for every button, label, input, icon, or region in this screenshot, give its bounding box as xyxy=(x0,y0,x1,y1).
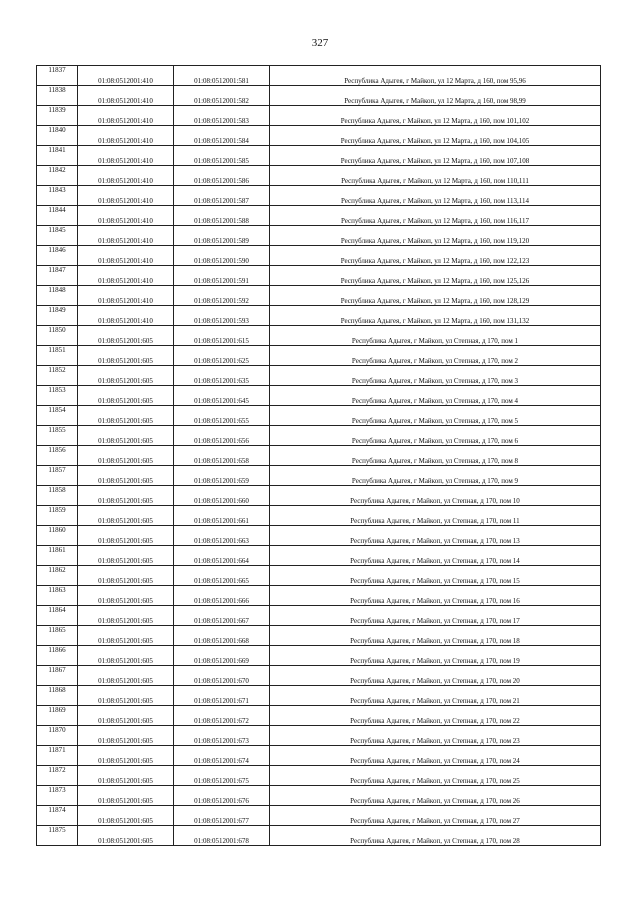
parent-cadastral-number-cell: 01:08:0512001:410 xyxy=(78,226,174,246)
address-cell: Республика Адыгея, г Майкоп, ул Степная, д 170, пом 26 xyxy=(270,786,601,806)
cadastral-number-cell: 01:08:0512001:673 xyxy=(174,726,270,746)
address-cell: Республика Адыгея, г Майкоп, ул Степная, д 170, пом 3 xyxy=(270,366,601,386)
parent-cadastral-number-cell: 01:08:0512001:410 xyxy=(78,146,174,166)
parent-cadastral-number-cell: 01:08:0512001:605 xyxy=(78,786,174,806)
cadastral-number-cell: 01:08:0512001:660 xyxy=(174,486,270,506)
table-row xyxy=(37,246,601,266)
row-number-cell: 11874 xyxy=(37,806,78,826)
page-number: 327 xyxy=(311,37,329,49)
parent-cadastral-number-cell: 01:08:0512001:605 xyxy=(78,526,174,546)
row-number-cell: 11870 xyxy=(37,726,78,746)
table-row xyxy=(37,686,601,706)
address-cell: Республика Адыгея, г Майкоп, ул Степная, д 170, пом 8 xyxy=(270,446,601,466)
table-row xyxy=(37,806,601,826)
table-row xyxy=(37,726,601,746)
parent-cadastral-number-cell: 01:08:0512001:605 xyxy=(78,546,174,566)
row-number-cell: 11841 xyxy=(37,146,78,166)
row-number-cell: 11844 xyxy=(37,206,78,226)
row-number-cell: 11849 xyxy=(37,306,78,326)
table-row xyxy=(37,66,601,86)
parent-cadastral-number-cell: 01:08:0512001:605 xyxy=(78,666,174,686)
row-number-cell: 11850 xyxy=(37,326,78,346)
parent-cadastral-number-cell: 01:08:0512001:410 xyxy=(78,106,174,126)
table-row xyxy=(37,786,601,806)
parent-cadastral-number-cell: 01:08:0512001:605 xyxy=(78,706,174,726)
table-row xyxy=(37,386,601,406)
parent-cadastral-number-cell: 01:08:0512001:410 xyxy=(78,266,174,286)
cadastral-number-cell: 01:08:0512001:656 xyxy=(174,426,270,446)
table-row xyxy=(37,306,601,326)
cadastral-number-cell: 01:08:0512001:583 xyxy=(174,106,270,126)
table-row xyxy=(37,166,601,186)
row-number-cell: 11875 xyxy=(37,826,78,846)
parent-cadastral-number-cell: 01:08:0512001:605 xyxy=(78,586,174,606)
cadastral-number-cell: 01:08:0512001:593 xyxy=(174,306,270,326)
address-cell: Республика Адыгея, г Майкоп, ул Степная, д 170, пом 6 xyxy=(270,426,601,446)
cadastral-number-cell: 01:08:0512001:677 xyxy=(174,806,270,826)
address-cell: Республика Адыгея, г Майкоп, ул 12 Марта, д 160, пом 116,117 xyxy=(270,206,601,226)
parent-cadastral-number-cell: 01:08:0512001:605 xyxy=(78,486,174,506)
cadastral-number-cell: 01:08:0512001:588 xyxy=(174,206,270,226)
cadastral-number-cell: 01:08:0512001:584 xyxy=(174,126,270,146)
cadastral-number-cell: 01:08:0512001:678 xyxy=(174,826,270,846)
parent-cadastral-number-cell: 01:08:0512001:410 xyxy=(78,186,174,206)
registry-table xyxy=(36,65,601,846)
address-cell: Республика Адыгея, г Майкоп, ул Степная, д 170, пом 4 xyxy=(270,386,601,406)
table-row xyxy=(37,426,601,446)
address-cell: Республика Адыгея, г Майкоп, ул 12 Марта, д 160, пом 122,123 xyxy=(270,246,601,266)
address-cell: Республика Адыгея, г Майкоп, ул Степная, д 170, пом 19 xyxy=(270,646,601,666)
address-cell: Республика Адыгея, г Майкоп, ул Степная, д 170, пом 2 xyxy=(270,346,601,366)
table-row xyxy=(37,446,601,466)
cadastral-number-cell: 01:08:0512001:666 xyxy=(174,586,270,606)
address-cell: Республика Адыгея, г Майкоп, ул 12 Марта, д 160, пом 125,126 xyxy=(270,266,601,286)
row-number-cell: 11852 xyxy=(37,366,78,386)
address-cell: Республика Адыгея, г Майкоп, ул Степная, д 170, пом 27 xyxy=(270,806,601,826)
address-cell: Республика Адыгея, г Майкоп, ул Степная, д 170, пом 9 xyxy=(270,466,601,486)
address-cell: Республика Адыгея, г Майкоп, ул Степная, д 170, пом 10 xyxy=(270,486,601,506)
parent-cadastral-number-cell: 01:08:0512001:605 xyxy=(78,606,174,626)
parent-cadastral-number-cell: 01:08:0512001:605 xyxy=(78,506,174,526)
cadastral-number-cell: 01:08:0512001:658 xyxy=(174,446,270,466)
row-number-cell: 11871 xyxy=(37,746,78,766)
parent-cadastral-number-cell: 01:08:0512001:605 xyxy=(78,346,174,366)
address-cell: Республика Адыгея, г Майкоп, ул Степная, д 170, пом 14 xyxy=(270,546,601,566)
parent-cadastral-number-cell: 01:08:0512001:605 xyxy=(78,726,174,746)
parent-cadastral-number-cell: 01:08:0512001:605 xyxy=(78,426,174,446)
address-cell: Республика Адыгея, г Майкоп, ул Степная, д 170, пом 1 xyxy=(270,326,601,346)
row-number-cell: 11857 xyxy=(37,466,78,486)
cadastral-number-cell: 01:08:0512001:655 xyxy=(174,406,270,426)
row-number-cell: 11845 xyxy=(37,226,78,246)
table-row xyxy=(37,586,601,606)
parent-cadastral-number-cell: 01:08:0512001:605 xyxy=(78,646,174,666)
cadastral-number-cell: 01:08:0512001:615 xyxy=(174,326,270,346)
row-number-cell: 11853 xyxy=(37,386,78,406)
address-cell: Республика Адыгея, г Майкоп, ул Степная, д 170, пом 21 xyxy=(270,686,601,706)
row-number-cell: 11858 xyxy=(37,486,78,506)
row-number-cell: 11843 xyxy=(37,186,78,206)
address-cell: Республика Адыгея, г Майкоп, ул 12 Марта, д 160, пом 110,111 xyxy=(270,166,601,186)
address-cell: Республика Адыгея, г Майкоп, ул Степная, д 170, пом 13 xyxy=(270,526,601,546)
cadastral-number-cell: 01:08:0512001:675 xyxy=(174,766,270,786)
parent-cadastral-number-cell: 01:08:0512001:605 xyxy=(78,386,174,406)
address-cell: Республика Адыгея, г Майкоп, ул Степная, д 170, пом 5 xyxy=(270,406,601,426)
table-row xyxy=(37,346,601,366)
row-number-cell: 11865 xyxy=(37,626,78,646)
cadastral-number-cell: 01:08:0512001:659 xyxy=(174,466,270,486)
table-row xyxy=(37,146,601,166)
row-number-cell: 11855 xyxy=(37,426,78,446)
table-row xyxy=(37,126,601,146)
table-row xyxy=(37,186,601,206)
address-cell: Республика Адыгея, г Майкоп, ул 12 Марта, д 160, пом 128,129 xyxy=(270,286,601,306)
address-cell: Республика Адыгея, г Майкоп, ул Степная, д 170, пом 17 xyxy=(270,606,601,626)
row-number-cell: 11840 xyxy=(37,126,78,146)
address-cell: Республика Адыгея, г Майкоп, ул Степная, д 170, пом 23 xyxy=(270,726,601,746)
parent-cadastral-number-cell: 01:08:0512001:605 xyxy=(78,466,174,486)
table-row xyxy=(37,506,601,526)
row-number-cell: 11847 xyxy=(37,266,78,286)
parent-cadastral-number-cell: 01:08:0512001:605 xyxy=(78,366,174,386)
cadastral-number-cell: 01:08:0512001:625 xyxy=(174,346,270,366)
cadastral-number-cell: 01:08:0512001:661 xyxy=(174,506,270,526)
parent-cadastral-number-cell: 01:08:0512001:605 xyxy=(78,326,174,346)
table-row xyxy=(37,606,601,626)
table-row xyxy=(37,366,601,386)
cadastral-number-cell: 01:08:0512001:592 xyxy=(174,286,270,306)
cadastral-number-cell: 01:08:0512001:669 xyxy=(174,646,270,666)
address-cell: Республика Адыгея, г Майкоп, ул Степная, д 170, пом 25 xyxy=(270,766,601,786)
parent-cadastral-number-cell: 01:08:0512001:605 xyxy=(78,766,174,786)
table-row xyxy=(37,106,601,126)
parent-cadastral-number-cell: 01:08:0512001:410 xyxy=(78,66,174,86)
parent-cadastral-number-cell: 01:08:0512001:410 xyxy=(78,166,174,186)
cadastral-number-cell: 01:08:0512001:581 xyxy=(174,66,270,86)
row-number-cell: 11869 xyxy=(37,706,78,726)
cadastral-number-cell: 01:08:0512001:670 xyxy=(174,666,270,686)
address-cell: Республика Адыгея, г Майкоп, ул Степная, д 170, пом 15 xyxy=(270,566,601,586)
row-number-cell: 11856 xyxy=(37,446,78,466)
parent-cadastral-number-cell: 01:08:0512001:410 xyxy=(78,246,174,266)
cadastral-number-cell: 01:08:0512001:645 xyxy=(174,386,270,406)
row-number-cell: 11851 xyxy=(37,346,78,366)
table-row xyxy=(37,766,601,786)
cadastral-number-cell: 01:08:0512001:674 xyxy=(174,746,270,766)
parent-cadastral-number-cell: 01:08:0512001:605 xyxy=(78,626,174,646)
table-row xyxy=(37,226,601,246)
parent-cadastral-number-cell: 01:08:0512001:605 xyxy=(78,806,174,826)
table-row xyxy=(37,86,601,106)
cadastral-number-cell: 01:08:0512001:676 xyxy=(174,786,270,806)
cadastral-number-cell: 01:08:0512001:585 xyxy=(174,146,270,166)
cadastral-number-cell: 01:08:0512001:635 xyxy=(174,366,270,386)
table-row xyxy=(37,206,601,226)
row-number-cell: 11866 xyxy=(37,646,78,666)
table-row xyxy=(37,626,601,646)
row-number-cell: 11854 xyxy=(37,406,78,426)
row-number-cell: 11864 xyxy=(37,606,78,626)
cadastral-number-cell: 01:08:0512001:664 xyxy=(174,546,270,566)
address-cell: Республика Адыгея, г Майкоп, ул 12 Марта, д 160, пом 98,99 xyxy=(270,86,601,106)
row-number-cell: 11862 xyxy=(37,566,78,586)
row-number-cell: 11839 xyxy=(37,106,78,126)
table-row xyxy=(37,286,601,306)
parent-cadastral-number-cell: 01:08:0512001:410 xyxy=(78,286,174,306)
cadastral-number-cell: 01:08:0512001:668 xyxy=(174,626,270,646)
parent-cadastral-number-cell: 01:08:0512001:605 xyxy=(78,826,174,846)
parent-cadastral-number-cell: 01:08:0512001:605 xyxy=(78,406,174,426)
address-cell: Республика Адыгея, г Майкоп, ул 12 Марта, д 160, пом 104,105 xyxy=(270,126,601,146)
row-number-cell: 11867 xyxy=(37,666,78,686)
parent-cadastral-number-cell: 01:08:0512001:410 xyxy=(78,206,174,226)
address-cell: Республика Адыгея, г Майкоп, ул Степная, д 170, пом 11 xyxy=(270,506,601,526)
parent-cadastral-number-cell: 01:08:0512001:410 xyxy=(78,126,174,146)
address-cell: Республика Адыгея, г Майкоп, ул 12 Марта, д 160, пом 107,108 xyxy=(270,146,601,166)
table-row xyxy=(37,706,601,726)
cadastral-number-cell: 01:08:0512001:591 xyxy=(174,266,270,286)
row-number-cell: 11846 xyxy=(37,246,78,266)
address-cell: Республика Адыгея, г Майкоп, ул Степная, д 170, пом 22 xyxy=(270,706,601,726)
address-cell: Республика Адыгея, г Майкоп, ул Степная, д 170, пом 24 xyxy=(270,746,601,766)
parent-cadastral-number-cell: 01:08:0512001:605 xyxy=(78,686,174,706)
table-row xyxy=(37,266,601,286)
address-cell: Республика Адыгея, г Майкоп, ул 12 Марта, д 160, пом 95,96 xyxy=(270,66,601,86)
registry-table-body xyxy=(37,66,601,846)
cadastral-number-cell: 01:08:0512001:589 xyxy=(174,226,270,246)
row-number-cell: 11861 xyxy=(37,546,78,566)
cadastral-number-cell: 01:08:0512001:672 xyxy=(174,706,270,726)
row-number-cell: 11838 xyxy=(37,86,78,106)
address-cell: Республика Адыгея, г Майкоп, ул Степная, д 170, пом 28 xyxy=(270,826,601,846)
table-row xyxy=(37,486,601,506)
row-number-cell: 11863 xyxy=(37,586,78,606)
cadastral-number-cell: 01:08:0512001:667 xyxy=(174,606,270,626)
parent-cadastral-number-cell: 01:08:0512001:605 xyxy=(78,566,174,586)
cadastral-number-cell: 01:08:0512001:665 xyxy=(174,566,270,586)
row-number-cell: 11872 xyxy=(37,766,78,786)
parent-cadastral-number-cell: 01:08:0512001:410 xyxy=(78,306,174,326)
table-row xyxy=(37,666,601,686)
parent-cadastral-number-cell: 01:08:0512001:605 xyxy=(78,746,174,766)
table-row xyxy=(37,526,601,546)
row-number-cell: 11860 xyxy=(37,526,78,546)
address-cell: Республика Адыгея, г Майкоп, ул 12 Марта, д 160, пом 101,102 xyxy=(270,106,601,126)
cadastral-number-cell: 01:08:0512001:590 xyxy=(174,246,270,266)
table-row xyxy=(37,746,601,766)
row-number-cell: 11837 xyxy=(37,66,78,86)
table-row xyxy=(37,406,601,426)
table-row xyxy=(37,546,601,566)
parent-cadastral-number-cell: 01:08:0512001:410 xyxy=(78,86,174,106)
cadastral-number-cell: 01:08:0512001:663 xyxy=(174,526,270,546)
cadastral-number-cell: 01:08:0512001:587 xyxy=(174,186,270,206)
table-row xyxy=(37,326,601,346)
address-cell: Республика Адыгея, г Майкоп, ул Степная, д 170, пом 20 xyxy=(270,666,601,686)
row-number-cell: 11868 xyxy=(37,686,78,706)
table-row xyxy=(37,466,601,486)
row-number-cell: 11873 xyxy=(37,786,78,806)
address-cell: Республика Адыгея, г Майкоп, ул Степная, д 170, пом 16 xyxy=(270,586,601,606)
row-number-cell: 11859 xyxy=(37,506,78,526)
address-cell: Республика Адыгея, г Майкоп, ул 12 Марта, д 160, пом 113,114 xyxy=(270,186,601,206)
cadastral-number-cell: 01:08:0512001:586 xyxy=(174,166,270,186)
row-number-cell: 11842 xyxy=(37,166,78,186)
address-cell: Республика Адыгея, г Майкоп, ул Степная, д 170, пом 18 xyxy=(270,626,601,646)
row-number-cell: 11848 xyxy=(37,286,78,306)
parent-cadastral-number-cell: 01:08:0512001:605 xyxy=(78,446,174,466)
address-cell: Республика Адыгея, г Майкоп, ул 12 Марта, д 160, пом 131,132 xyxy=(270,306,601,326)
table-row xyxy=(37,826,601,846)
cadastral-number-cell: 01:08:0512001:582 xyxy=(174,86,270,106)
address-cell: Республика Адыгея, г Майкоп, ул 12 Марта, д 160, пом 119,120 xyxy=(270,226,601,246)
table-row xyxy=(37,646,601,666)
cadastral-number-cell: 01:08:0512001:671 xyxy=(174,686,270,706)
table-row xyxy=(37,566,601,586)
